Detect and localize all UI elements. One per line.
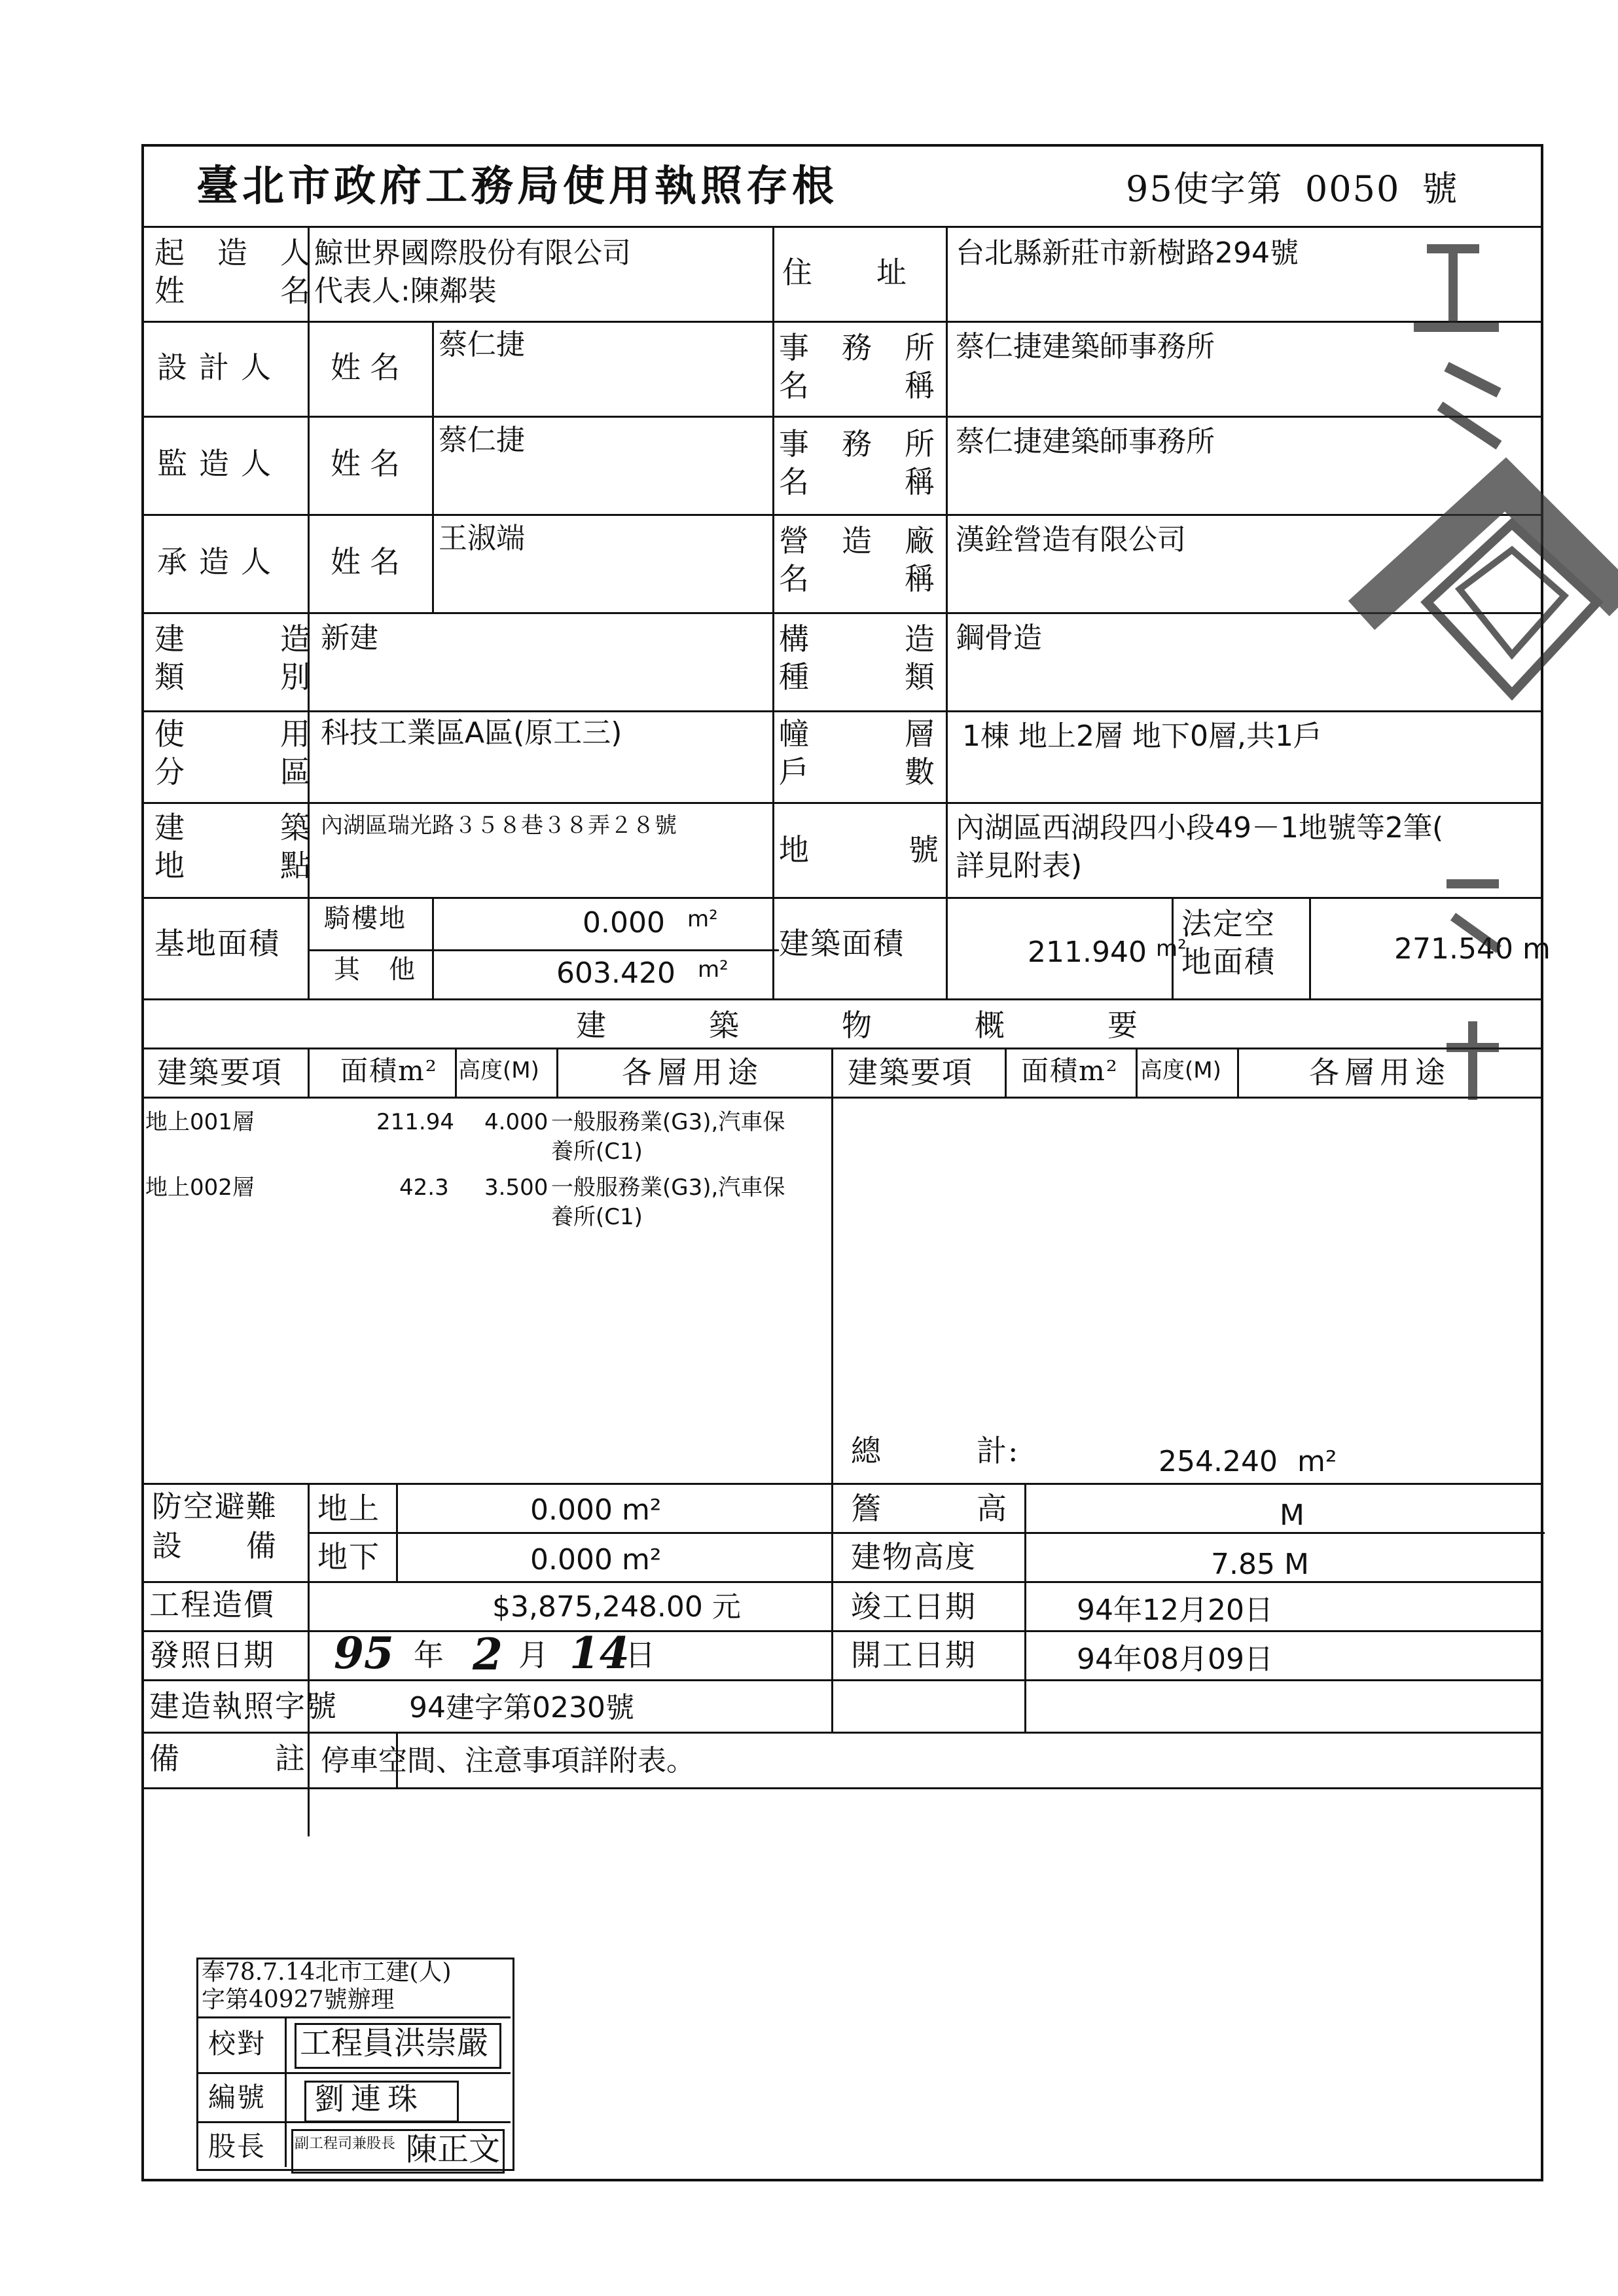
overview-title-char: 建 <box>576 1008 607 1043</box>
col-header-item: 建築要項 <box>157 1055 283 1090</box>
chief-title: 副工程司兼股長 <box>295 2136 396 2152</box>
floors-label-2: 戶 數 <box>779 754 936 790</box>
open-space-number: 271.540 <box>1394 932 1513 966</box>
lot-value-line2: 詳見附表) <box>956 849 1083 883</box>
cost-value: $3,875,248.00 元 <box>492 1590 741 1624</box>
row-divider <box>141 1097 1543 1099</box>
col-divider <box>1005 1048 1007 1097</box>
other-area-number: 603.420 <box>556 957 675 990</box>
issue-month-handwritten: 2 <box>473 1629 503 1680</box>
col-divider <box>308 1048 310 1097</box>
approval-divider <box>196 2016 511 2018</box>
start-date-label: 開工日期 <box>851 1637 977 1673</box>
table-row-height: 4.000 <box>484 1109 548 1135</box>
table-row-item: 地上001層 <box>145 1109 255 1135</box>
col-divider <box>1237 1048 1239 1097</box>
contractor-name: 王淑端 <box>439 522 525 555</box>
arcade-value <box>583 907 718 940</box>
col-header-item-right: 建築要項 <box>848 1055 973 1090</box>
total-value <box>1159 1446 1337 1479</box>
shelter-label-2: 設 備 <box>152 1528 278 1563</box>
row-divider <box>141 710 1543 712</box>
supervisor-name-label: 姓名 <box>331 446 409 481</box>
approval-divider <box>285 2016 287 2167</box>
row-divider <box>141 1483 1543 1485</box>
open-space-unit: m <box>1522 932 1551 966</box>
issue-date-label: 發照日期 <box>149 1637 275 1673</box>
col-divider <box>1136 1048 1138 1097</box>
cost-label: 工程造價 <box>149 1587 275 1622</box>
col-header-height: 高度(M) <box>458 1057 539 1084</box>
completion-date-value: 94年12月20日 <box>1077 1594 1273 1627</box>
location-value: 內湖區瑞光路３５８巷３８弄２８號 <box>321 812 677 839</box>
supervisor-role: 監造人 <box>157 446 283 481</box>
total-unit: m² <box>1297 1445 1337 1478</box>
address-label: 住 址 <box>782 255 908 290</box>
lot-label: 地 號 <box>779 832 952 867</box>
overview-title-char: 要 <box>1107 1008 1139 1043</box>
issue-day-handwritten: 14 <box>569 1628 630 1679</box>
zoning-label-1: 使 用 <box>154 716 312 752</box>
designer-name: 蔡仁捷 <box>439 328 525 361</box>
row-divider <box>141 897 1543 899</box>
applicant-label-1: 起 造 人 <box>154 235 312 270</box>
col-divider <box>432 897 434 998</box>
col-divider <box>1309 897 1311 998</box>
build-type-value: 新建 <box>321 621 378 655</box>
chief-name: 陳正文 <box>406 2131 501 2168</box>
serial-label: 編號 <box>208 2081 266 2113</box>
approval-reference-2: 字第40927號辦理 <box>202 1986 395 2013</box>
applicant-representative: 代表人:陳鄰裝 <box>314 274 497 308</box>
approval-divider <box>196 2072 511 2074</box>
permit-number-prefix: 95使字第 <box>1126 168 1284 210</box>
row-divider <box>141 998 1543 1000</box>
designer-name-label: 姓名 <box>331 350 409 385</box>
col-divider <box>831 1048 833 1630</box>
check-label: 校對 <box>208 2028 266 2060</box>
col-header-use-right: 各層用途 <box>1309 1055 1450 1090</box>
overview-title-char: 物 <box>842 1008 873 1043</box>
table-row-use-2: 養所(C1) <box>551 1139 643 1165</box>
eave-value: M <box>1280 1499 1304 1532</box>
issue-month-unit: 月 <box>518 1637 550 1673</box>
total-number: 254.240 <box>1159 1445 1278 1478</box>
issue-year-unit: 年 <box>414 1637 445 1673</box>
col-divider <box>432 321 434 612</box>
zoning-value: 科技工業區A區(原工三) <box>321 716 622 750</box>
row-divider <box>141 416 1543 418</box>
designer-office-label-2: 名 稱 <box>779 368 936 403</box>
designer-office: 蔡仁捷建築師事務所 <box>956 330 1215 363</box>
construction-permit-value: 94建字第0230號 <box>409 1691 634 1724</box>
table-row-area: 211.94 <box>376 1109 454 1135</box>
location-label-2: 地 點 <box>154 848 312 883</box>
row-divider <box>141 514 1543 516</box>
row-divider <box>141 1787 1543 1789</box>
completion-date-label: 竣工日期 <box>851 1589 977 1624</box>
applicant-address: 台北縣新莊市新樹路294號 <box>956 236 1299 270</box>
overview-title-char: 築 <box>709 1008 740 1043</box>
contractor-office-label-2: 名 稱 <box>779 561 936 596</box>
construction-permit-label: 建造執照字號 <box>149 1688 338 1724</box>
supervisor-office-label-1: 事 務 所 <box>779 426 936 462</box>
contractor-office-label-1: 營 造 廠 <box>779 523 936 558</box>
designer-role: 設計人 <box>157 350 283 385</box>
applicant-company: 鯨世界國際股份有限公司 <box>314 236 631 270</box>
supervisor-office-label-2: 名 稱 <box>779 464 936 500</box>
col-divider <box>455 1048 457 1097</box>
table-row-use-2: 養所(C1) <box>551 1204 643 1230</box>
row-divider <box>141 1048 1543 1049</box>
total-label: 總 計: <box>851 1433 1020 1468</box>
check-value: 工程員洪崇嚴 <box>300 2025 489 2062</box>
building-area-number: 211.940 <box>1028 936 1147 969</box>
col-divider <box>946 226 948 998</box>
page-title: 臺北市政府工務局使用執照存根 <box>196 162 838 211</box>
structure-label-1: 構 造 <box>779 621 936 657</box>
structure-value: 鋼骨造 <box>956 621 1042 655</box>
approval-reference-1: 奉78.7.14北市工建(人) <box>202 1959 452 1986</box>
table-row-use-1: 一般服務業(G3),汽車保 <box>551 1109 785 1135</box>
designer-office-label-1: 事 務 所 <box>779 330 936 365</box>
official-seal-stamp <box>1348 196 1618 1113</box>
col-header-area-right: 面積m² <box>1021 1055 1119 1087</box>
row-divider <box>141 612 1543 614</box>
location-label-1: 建 築 <box>154 810 312 845</box>
row-divider <box>308 949 779 951</box>
arcade-label: 騎樓地 <box>324 903 406 934</box>
floors-value: 1棟 地上2層 地下0層,共1戶 <box>962 720 1322 753</box>
building-area-label: 建築面積 <box>779 926 905 961</box>
col-header-use: 各層用途 <box>622 1055 763 1090</box>
row-divider <box>141 1732 1543 1734</box>
contractor-office: 漢銓營造有限公司 <box>956 523 1186 556</box>
row-divider <box>141 321 1543 323</box>
col-divider <box>1024 1483 1026 1732</box>
table-row-height: 3.500 <box>484 1175 548 1201</box>
shelter-above-value: 0.000 m² <box>530 1493 662 1527</box>
lot-value-line1: 內湖區西湖段四小段49－1地號等2筆( <box>956 811 1444 845</box>
contractor-role: 承造人 <box>157 544 283 579</box>
floors-label-1: 幢 層 <box>779 716 936 752</box>
table-row-use-1: 一般服務業(G3),汽車保 <box>551 1175 785 1201</box>
building-area-value <box>1028 936 1187 970</box>
permit-number-suffix: 號 <box>1422 168 1459 210</box>
build-type-label-1: 建 造 <box>154 621 312 657</box>
shelter-label-1: 防空避難 <box>152 1489 278 1524</box>
arcade-unit: m² <box>687 906 718 932</box>
col-divider <box>308 1483 310 1836</box>
overview-title <box>576 1002 1139 1045</box>
eave-label: 簷 高 <box>851 1491 1008 1526</box>
supervisor-office: 蔡仁捷建築師事務所 <box>956 425 1215 458</box>
col-header-area: 面積m² <box>340 1055 438 1087</box>
row-divider <box>141 802 1543 804</box>
remarks-value: 停車空間、注意事項詳附表。 <box>321 1744 695 1777</box>
row-divider <box>141 1679 1543 1681</box>
shelter-below-value: 0.000 m² <box>530 1543 662 1576</box>
issue-year-handwritten: 95 <box>334 1628 394 1679</box>
start-date-value: 94年08月09日 <box>1077 1643 1273 1676</box>
row-divider <box>308 1532 1545 1534</box>
arcade-value-number: 0.000 <box>583 906 665 939</box>
building-height-value: 7.85 M <box>1211 1548 1309 1581</box>
other-area-unit: m² <box>697 957 728 983</box>
chief-label: 股長 <box>208 2130 266 2162</box>
table-row-item: 地上002層 <box>145 1175 255 1201</box>
row-divider <box>141 1581 1543 1583</box>
table-row-area: 42.3 <box>399 1175 449 1201</box>
issue-day-unit: 日 <box>625 1637 656 1673</box>
structure-label-2: 種 類 <box>779 659 936 695</box>
permit-number-value: 0050 <box>1304 168 1401 210</box>
shelter-above-label: 地上 <box>317 1491 380 1526</box>
building-height-label: 建物高度 <box>851 1539 977 1575</box>
open-space-label-2: 地面積 <box>1181 944 1276 979</box>
shelter-below-label: 地下 <box>317 1539 380 1575</box>
col-divider <box>772 226 774 998</box>
col-divider <box>396 1483 398 1581</box>
contractor-name-label: 姓名 <box>331 544 409 579</box>
applicant-label-2: 姓 名 <box>154 273 312 308</box>
building-area-unit: m² <box>1155 936 1187 962</box>
remarks-label: 備 註 <box>149 1741 306 1776</box>
serial-value: 劉連珠 <box>314 2081 424 2117</box>
col-header-height-right: 高度(M) <box>1140 1057 1221 1084</box>
col-divider <box>831 1630 833 1732</box>
site-area-label: 基地面積 <box>154 926 280 961</box>
supervisor-name: 蔡仁捷 <box>439 424 525 457</box>
build-type-label-2: 類 別 <box>154 659 312 695</box>
other-area-value <box>556 957 728 991</box>
open-space-label-1: 法定空 <box>1181 906 1276 941</box>
row-divider <box>141 226 1543 228</box>
overview-title-char: 概 <box>975 1008 1006 1043</box>
other-area-label: 其 他 <box>334 955 416 985</box>
col-divider <box>556 1048 558 1097</box>
zoning-label-2: 分 區 <box>154 754 312 790</box>
